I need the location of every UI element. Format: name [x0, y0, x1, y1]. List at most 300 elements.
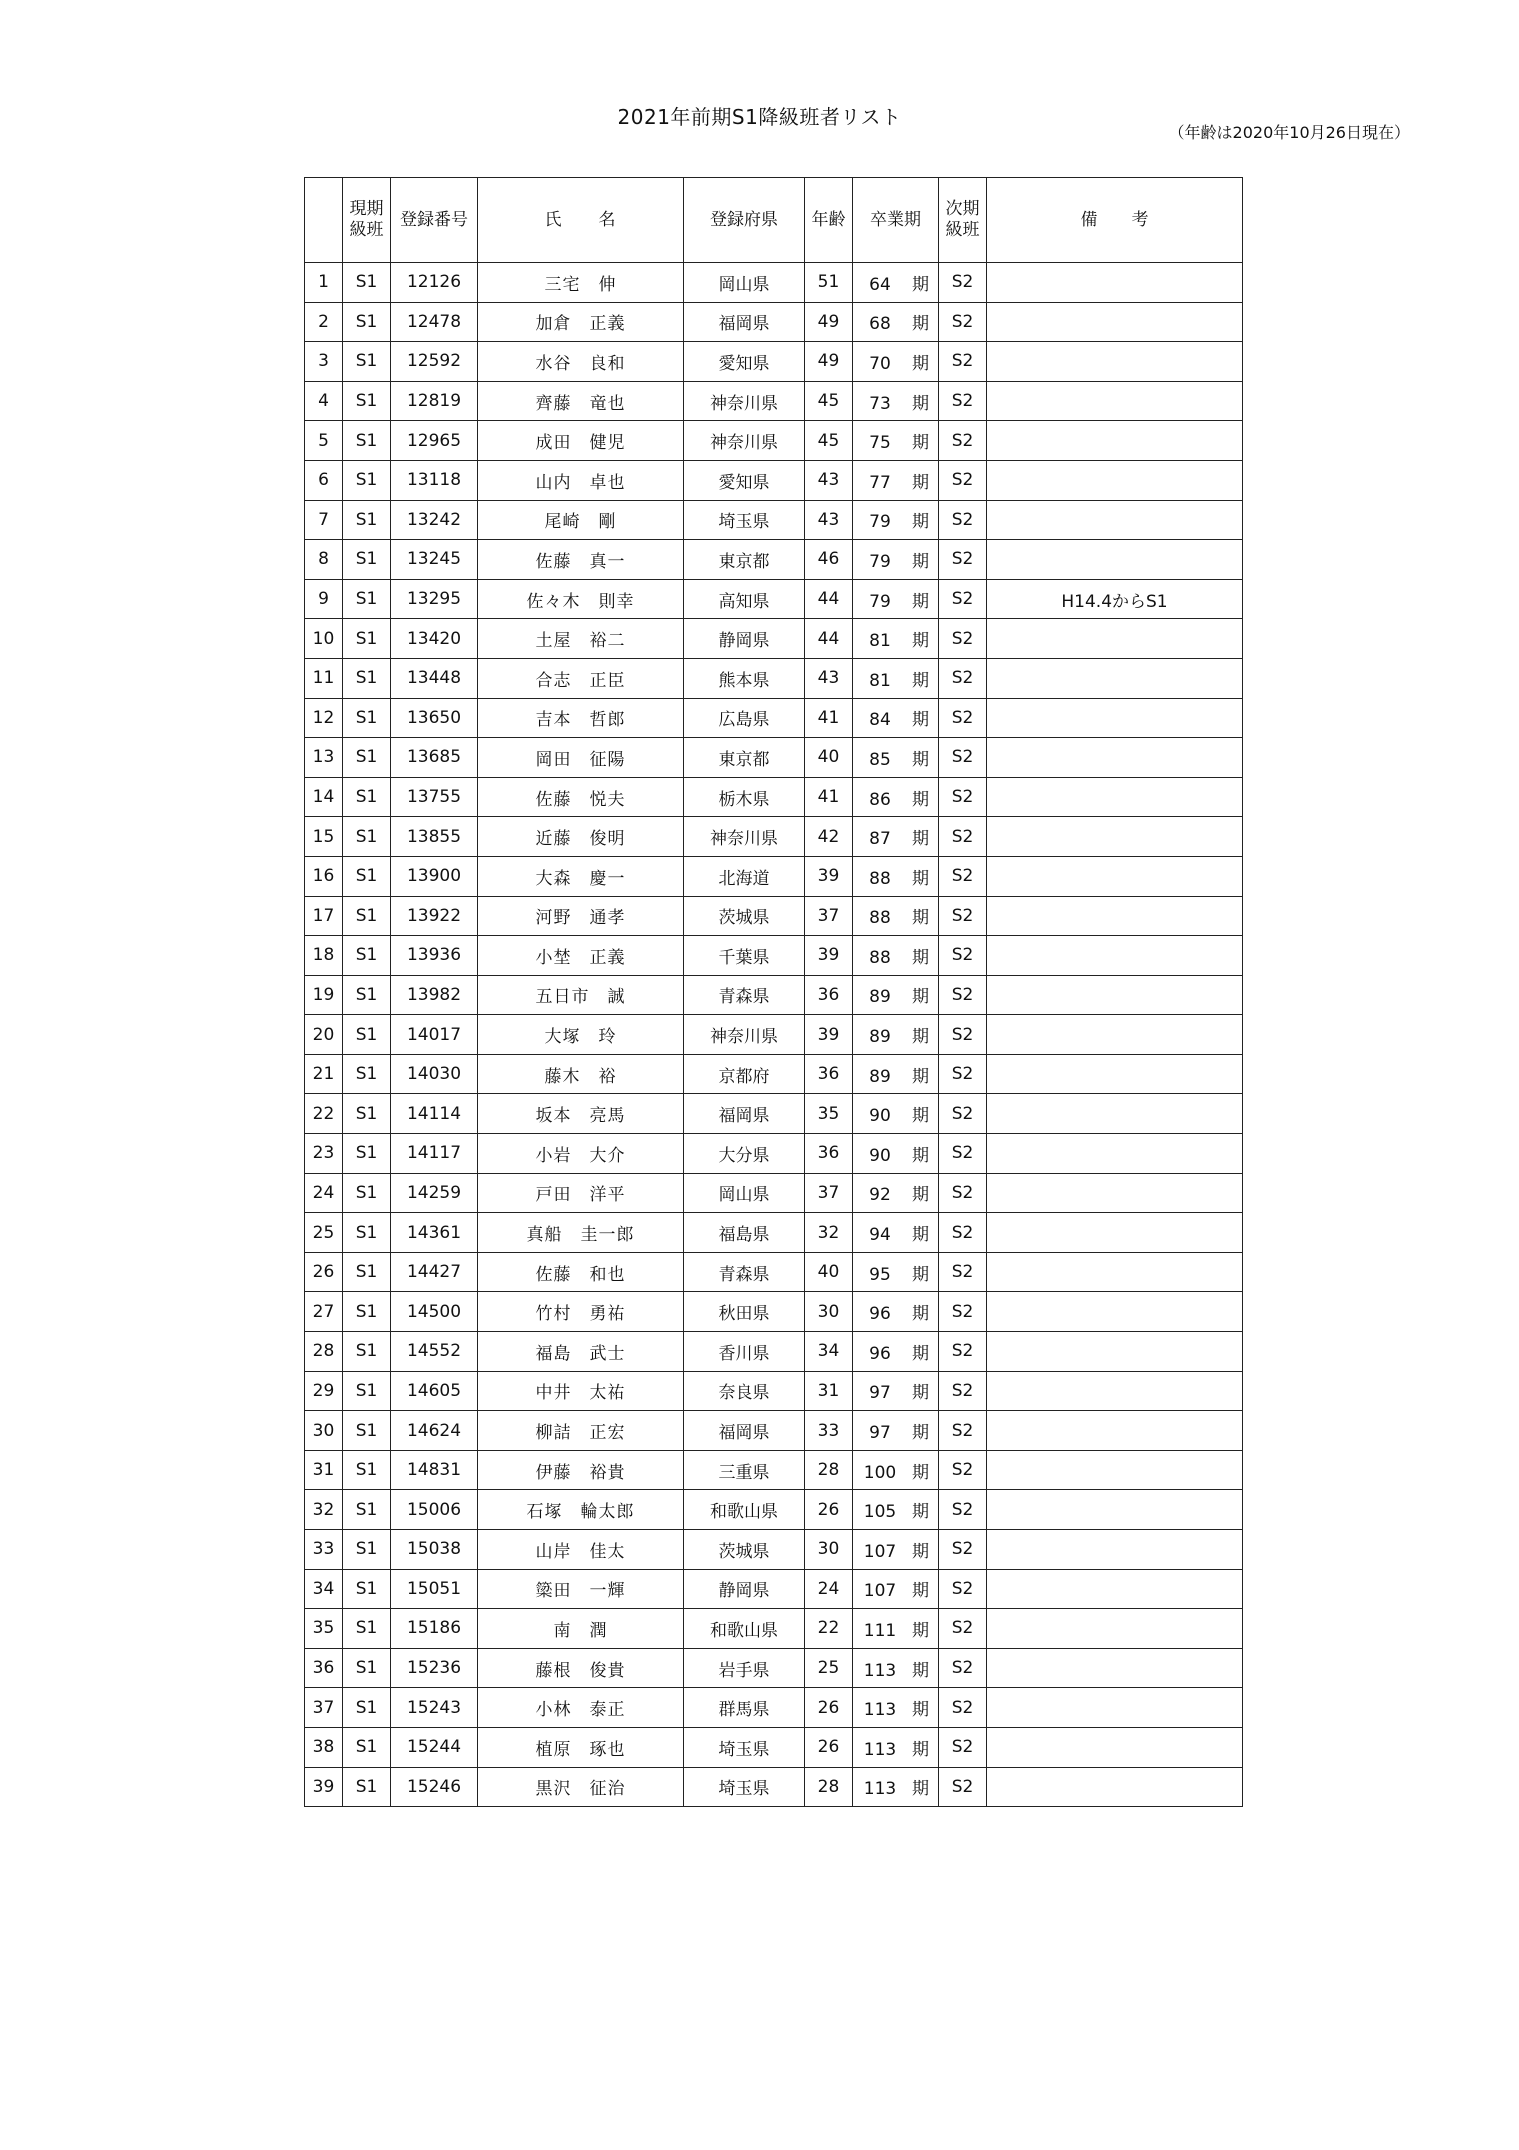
age-cell: 36	[805, 1054, 853, 1094]
age-cell: 37	[805, 896, 853, 936]
registration-number-cell: 13118	[391, 460, 478, 500]
graduation-period-cell	[853, 1094, 939, 1134]
prefecture-cell: 福岡県	[684, 1094, 805, 1134]
table-row	[305, 1173, 1243, 1213]
name-cell: 中井 太祐	[478, 1371, 684, 1411]
table-row	[305, 302, 1243, 342]
graduation-period-cell	[853, 1054, 939, 1094]
current-class-cell: S1	[343, 1332, 391, 1372]
current-class-cell: S1	[343, 698, 391, 738]
next-class-cell: S2	[939, 460, 987, 500]
prefecture-cell: 岡山県	[684, 263, 805, 303]
name-cell: 齊藤 竜也	[478, 381, 684, 421]
age-cell: 26	[805, 1490, 853, 1530]
table-row	[305, 856, 1243, 896]
table-row	[305, 1569, 1243, 1609]
current-class-cell: S1	[343, 1450, 391, 1490]
graduation-period-cell	[853, 975, 939, 1015]
header-row-number	[305, 178, 343, 263]
age-cell: 46	[805, 540, 853, 580]
name-cell: 坂本 亮馬	[478, 1094, 684, 1134]
graduation-period-unit: 期	[912, 1304, 929, 1325]
remarks-cell	[987, 1411, 1243, 1451]
graduation-period	[862, 270, 929, 295]
graduation-period-cell	[853, 1411, 939, 1451]
prefecture-cell: 埼玉県	[684, 1767, 805, 1807]
table-row	[305, 421, 1243, 461]
name-cell: 三宅 伸	[478, 263, 684, 303]
graduation-period-number: 81	[869, 631, 891, 652]
graduation-period-unit: 期	[912, 1066, 929, 1087]
age-cell: 32	[805, 1213, 853, 1253]
next-class-cell: S2	[939, 302, 987, 342]
current-class-cell: S1	[343, 1173, 391, 1213]
registration-number-cell: 13245	[391, 540, 478, 580]
next-class-cell: S2	[939, 1767, 987, 1807]
row-number-cell: 33	[305, 1530, 343, 1570]
table-row	[305, 1213, 1243, 1253]
next-class-cell: S2	[939, 1727, 987, 1767]
next-class-cell: S2	[939, 1292, 987, 1332]
row-number-cell: 7	[305, 500, 343, 540]
table-row	[305, 1411, 1243, 1451]
graduation-period	[862, 1101, 929, 1126]
graduation-period-unit: 期	[912, 1383, 929, 1404]
graduation-period-unit: 期	[912, 472, 929, 493]
graduation-period	[862, 903, 929, 928]
table-body	[305, 263, 1243, 1807]
row-number-cell: 36	[305, 1648, 343, 1688]
name-cell: 藤木 裕	[478, 1054, 684, 1094]
name-cell: 成田 健児	[478, 421, 684, 461]
age-cell: 51	[805, 263, 853, 303]
graduation-period-unit: 期	[912, 670, 929, 691]
graduation-period-number: 105	[863, 1502, 897, 1523]
name-cell: 南 潤	[478, 1609, 684, 1649]
table-row	[305, 975, 1243, 1015]
graduation-period-number: 97	[869, 1423, 891, 1444]
row-number-cell: 1	[305, 263, 343, 303]
graduation-period-unit: 期	[912, 947, 929, 968]
graduation-period-number: 107	[863, 1581, 897, 1602]
header-remarks: 備 考	[987, 178, 1243, 263]
remarks-cell	[987, 1213, 1243, 1253]
age-cell: 30	[805, 1292, 853, 1332]
table-row	[305, 1371, 1243, 1411]
prefecture-cell: 青森県	[684, 975, 805, 1015]
prefecture-cell: 静岡県	[684, 1569, 805, 1609]
current-class-cell: S1	[343, 540, 391, 580]
graduation-period-number: 68	[869, 314, 891, 335]
prefecture-cell: 埼玉県	[684, 500, 805, 540]
table-row	[305, 1450, 1243, 1490]
graduation-period-unit: 期	[912, 1106, 929, 1127]
graduation-period	[862, 666, 929, 691]
graduation-period	[862, 1537, 929, 1562]
next-class-cell: S2	[939, 540, 987, 580]
graduation-period	[862, 1022, 929, 1047]
name-cell: 戸田 洋平	[478, 1173, 684, 1213]
prefecture-cell: 高知県	[684, 579, 805, 619]
graduation-period-number: 64	[869, 274, 891, 295]
row-number-cell: 9	[305, 579, 343, 619]
registration-number-cell: 13982	[391, 975, 478, 1015]
row-number-cell: 24	[305, 1173, 343, 1213]
graduation-period-number: 86	[869, 789, 891, 810]
row-number-cell: 20	[305, 1015, 343, 1055]
next-class-cell: S2	[939, 381, 987, 421]
next-class-cell: S2	[939, 1134, 987, 1174]
age-cell: 36	[805, 975, 853, 1015]
remarks-cell	[987, 500, 1243, 540]
graduation-period-unit: 期	[912, 908, 929, 929]
graduation-period-cell	[853, 698, 939, 738]
table-row	[305, 698, 1243, 738]
prefecture-cell: 神奈川県	[684, 817, 805, 857]
next-class-cell: S2	[939, 263, 987, 303]
graduation-period	[862, 587, 929, 612]
age-cell: 35	[805, 1094, 853, 1134]
graduation-period-cell	[853, 856, 939, 896]
name-cell: 小岩 大介	[478, 1134, 684, 1174]
age-cell: 40	[805, 738, 853, 778]
next-class-cell: S2	[939, 579, 987, 619]
current-class-cell: S1	[343, 1213, 391, 1253]
remarks-cell	[987, 302, 1243, 342]
graduation-period-unit: 期	[912, 829, 929, 850]
remarks-cell	[987, 1450, 1243, 1490]
next-class-cell: S2	[939, 1252, 987, 1292]
registration-number-cell: 15236	[391, 1648, 478, 1688]
name-cell: 佐藤 和也	[478, 1252, 684, 1292]
graduation-period-number: 88	[869, 868, 891, 889]
remarks-cell	[987, 1292, 1243, 1332]
current-class-cell: S1	[343, 1094, 391, 1134]
header-age: 年齢	[805, 178, 853, 263]
graduation-period-unit: 期	[912, 353, 929, 374]
name-cell: 尾崎 剛	[478, 500, 684, 540]
next-class-cell: S2	[939, 1094, 987, 1134]
graduation-period-cell	[853, 460, 939, 500]
graduation-period-number: 97	[869, 1383, 891, 1404]
age-cell: 30	[805, 1530, 853, 1570]
graduation-period-unit: 期	[912, 1581, 929, 1602]
prefecture-cell: 神奈川県	[684, 1015, 805, 1055]
age-cell: 44	[805, 579, 853, 619]
graduation-period-cell	[853, 1252, 939, 1292]
remarks-cell	[987, 1332, 1243, 1372]
header-next-class: 次期級班	[939, 178, 987, 263]
registration-number-cell: 15244	[391, 1727, 478, 1767]
graduation-period	[862, 1180, 929, 1205]
graduation-period	[862, 824, 929, 849]
graduation-period	[862, 705, 929, 730]
graduation-period-number: 85	[869, 749, 891, 770]
current-class-cell: S1	[343, 619, 391, 659]
table-row	[305, 777, 1243, 817]
graduation-period-cell	[853, 421, 939, 461]
table-row	[305, 1727, 1243, 1767]
age-cell: 41	[805, 698, 853, 738]
name-cell: 山岸 佳太	[478, 1530, 684, 1570]
current-class-cell: S1	[343, 263, 391, 303]
name-cell: 土屋 裕二	[478, 619, 684, 659]
graduation-period-unit: 期	[912, 710, 929, 731]
graduation-period-cell	[853, 1134, 939, 1174]
registration-number-cell: 13242	[391, 500, 478, 540]
graduation-period-number: 79	[869, 551, 891, 572]
graduation-period	[862, 349, 929, 374]
graduation-period-number: 89	[869, 1066, 891, 1087]
graduation-period-unit: 期	[912, 274, 929, 295]
remarks-cell: H14.4からS1	[987, 579, 1243, 619]
graduation-period-unit: 期	[912, 1700, 929, 1721]
age-cell: 45	[805, 421, 853, 461]
row-number-cell: 18	[305, 936, 343, 976]
row-number-cell: 29	[305, 1371, 343, 1411]
age-cell: 28	[805, 1450, 853, 1490]
remarks-cell	[987, 777, 1243, 817]
registration-number-cell: 14831	[391, 1450, 478, 1490]
name-cell: 岡田 征陽	[478, 738, 684, 778]
graduation-period-unit: 期	[912, 1027, 929, 1048]
table-row	[305, 1767, 1243, 1807]
prefecture-cell: 東京都	[684, 738, 805, 778]
graduation-period-cell	[853, 1173, 939, 1213]
name-cell: 河野 通孝	[478, 896, 684, 936]
current-class-cell: S1	[343, 1490, 391, 1530]
age-cell: 49	[805, 342, 853, 382]
age-cell: 44	[805, 619, 853, 659]
prefecture-cell: 青森県	[684, 1252, 805, 1292]
remarks-cell	[987, 975, 1243, 1015]
registration-number-cell: 13900	[391, 856, 478, 896]
graduation-period-number: 113	[863, 1660, 897, 1681]
prefecture-cell: 岡山県	[684, 1173, 805, 1213]
row-number-cell: 39	[305, 1767, 343, 1807]
graduation-period-unit: 期	[912, 393, 929, 414]
name-cell: 竹村 勇祐	[478, 1292, 684, 1332]
next-class-cell: S2	[939, 1411, 987, 1451]
registration-number-cell: 14030	[391, 1054, 478, 1094]
remarks-cell	[987, 1609, 1243, 1649]
next-class-cell: S2	[939, 500, 987, 540]
row-number-cell: 15	[305, 817, 343, 857]
table-row	[305, 1054, 1243, 1094]
graduation-period-unit: 期	[912, 749, 929, 770]
graduation-period-number: 90	[869, 1106, 891, 1127]
graduation-period-unit: 期	[912, 987, 929, 1008]
graduation-period-cell	[853, 738, 939, 778]
age-cell: 43	[805, 460, 853, 500]
registration-number-cell: 14552	[391, 1332, 478, 1372]
graduation-period	[862, 389, 929, 414]
current-class-cell: S1	[343, 658, 391, 698]
graduation-period-unit: 期	[912, 1779, 929, 1800]
row-number-cell: 25	[305, 1213, 343, 1253]
graduation-period-number: 113	[863, 1739, 897, 1760]
table-row	[305, 342, 1243, 382]
current-class-cell: S1	[343, 500, 391, 540]
row-number-cell: 26	[305, 1252, 343, 1292]
table-row	[305, 1490, 1243, 1530]
remarks-cell	[987, 658, 1243, 698]
page-title: 2021年前期S1降級班者リスト	[617, 105, 902, 129]
next-class-cell: S2	[939, 817, 987, 857]
current-class-cell: S1	[343, 381, 391, 421]
age-cell: 45	[805, 381, 853, 421]
graduation-period	[862, 507, 929, 532]
name-cell: 小林 泰正	[478, 1688, 684, 1728]
current-class-cell: S1	[343, 936, 391, 976]
prefecture-cell: 栃木県	[684, 777, 805, 817]
prefecture-cell: 福岡県	[684, 1411, 805, 1451]
next-class-cell: S2	[939, 1609, 987, 1649]
registration-number-cell: 14117	[391, 1134, 478, 1174]
current-class-cell: S1	[343, 1252, 391, 1292]
current-class-cell: S1	[343, 460, 391, 500]
prefecture-cell: 愛知県	[684, 342, 805, 382]
next-class-cell: S2	[939, 777, 987, 817]
prefecture-cell: 熊本県	[684, 658, 805, 698]
current-class-cell: S1	[343, 1727, 391, 1767]
graduation-period-number: 73	[869, 393, 891, 414]
graduation-period-unit: 期	[912, 1343, 929, 1364]
current-class-cell: S1	[343, 1530, 391, 1570]
current-class-cell: S1	[343, 1688, 391, 1728]
graduation-period-cell	[853, 1648, 939, 1688]
graduation-period	[862, 1695, 929, 1720]
registration-number-cell: 14114	[391, 1094, 478, 1134]
name-cell: 山内 卓也	[478, 460, 684, 500]
age-reference-note: （年齢は2020年10月26日現在）	[1168, 123, 1410, 142]
remarks-cell	[987, 1490, 1243, 1530]
registration-number-cell: 12592	[391, 342, 478, 382]
graduation-period-unit: 期	[912, 1423, 929, 1444]
prefecture-cell: 和歌山県	[684, 1490, 805, 1530]
row-number-cell: 32	[305, 1490, 343, 1530]
age-cell: 39	[805, 1015, 853, 1055]
graduation-period-cell	[853, 1767, 939, 1807]
graduation-period	[862, 626, 929, 651]
remarks-cell	[987, 817, 1243, 857]
table-row	[305, 738, 1243, 778]
demotion-list-table	[304, 177, 1243, 1807]
remarks-cell	[987, 1688, 1243, 1728]
graduation-period-cell	[853, 1609, 939, 1649]
graduation-period	[862, 1735, 929, 1760]
graduation-period-unit: 期	[912, 1145, 929, 1166]
graduation-period-cell	[853, 619, 939, 659]
header-registration-number: 登録番号	[391, 178, 478, 263]
graduation-period	[862, 1299, 929, 1324]
prefecture-cell: 東京都	[684, 540, 805, 580]
registration-number-cell: 12126	[391, 263, 478, 303]
name-cell: 佐藤 悦夫	[478, 777, 684, 817]
age-cell: 41	[805, 777, 853, 817]
header-prefecture: 登録府県	[684, 178, 805, 263]
graduation-period-unit: 期	[912, 789, 929, 810]
current-class-cell: S1	[343, 1767, 391, 1807]
table-row	[305, 817, 1243, 857]
graduation-period-number: 79	[869, 512, 891, 533]
registration-number-cell: 14605	[391, 1371, 478, 1411]
registration-number-cell: 14259	[391, 1173, 478, 1213]
graduation-period-unit: 期	[912, 1620, 929, 1641]
prefecture-cell: 福岡県	[684, 302, 805, 342]
graduation-period-cell	[853, 936, 939, 976]
registration-number-cell: 15246	[391, 1767, 478, 1807]
next-class-cell: S2	[939, 1450, 987, 1490]
row-number-cell: 17	[305, 896, 343, 936]
registration-number-cell: 13922	[391, 896, 478, 936]
row-number-cell: 22	[305, 1094, 343, 1134]
current-class-cell: S1	[343, 1134, 391, 1174]
next-class-cell: S2	[939, 342, 987, 382]
current-class-cell: S1	[343, 896, 391, 936]
table-row	[305, 540, 1243, 580]
next-class-cell: S2	[939, 975, 987, 1015]
current-class-cell: S1	[343, 342, 391, 382]
next-class-cell: S2	[939, 738, 987, 778]
current-class-cell: S1	[343, 1411, 391, 1451]
age-cell: 39	[805, 856, 853, 896]
graduation-period-number: 111	[863, 1620, 897, 1641]
graduation-period-cell	[853, 579, 939, 619]
name-cell: 大塚 玲	[478, 1015, 684, 1055]
prefecture-cell: 香川県	[684, 1332, 805, 1372]
graduation-period-cell	[853, 381, 939, 421]
next-class-cell: S2	[939, 1332, 987, 1372]
remarks-cell	[987, 1173, 1243, 1213]
graduation-period-cell	[853, 1450, 939, 1490]
registration-number-cell: 12478	[391, 302, 478, 342]
remarks-cell	[987, 738, 1243, 778]
graduation-period-unit: 期	[912, 1541, 929, 1562]
current-class-cell: S1	[343, 1292, 391, 1332]
next-class-cell: S2	[939, 1213, 987, 1253]
graduation-period-number: 81	[869, 670, 891, 691]
next-class-cell: S2	[939, 896, 987, 936]
next-class-cell: S2	[939, 1015, 987, 1055]
prefecture-cell: 神奈川県	[684, 421, 805, 461]
graduation-period-cell	[853, 1015, 939, 1055]
graduation-period	[862, 982, 929, 1007]
registration-number-cell: 15051	[391, 1569, 478, 1609]
table-row	[305, 500, 1243, 540]
age-cell: 34	[805, 1332, 853, 1372]
graduation-period-cell	[853, 342, 939, 382]
remarks-cell	[987, 381, 1243, 421]
registration-number-cell: 13295	[391, 579, 478, 619]
row-number-cell: 27	[305, 1292, 343, 1332]
remarks-cell	[987, 263, 1243, 303]
prefecture-cell: 茨城県	[684, 1530, 805, 1570]
next-class-cell: S2	[939, 936, 987, 976]
prefecture-cell: 和歌山県	[684, 1609, 805, 1649]
graduation-period-number: 88	[869, 908, 891, 929]
remarks-cell	[987, 1767, 1243, 1807]
name-cell: 簗田 一輝	[478, 1569, 684, 1609]
remarks-cell	[987, 421, 1243, 461]
row-number-cell: 21	[305, 1054, 343, 1094]
graduation-period-number: 88	[869, 947, 891, 968]
table-header	[305, 178, 1243, 263]
remarks-cell	[987, 619, 1243, 659]
graduation-period	[862, 1260, 929, 1285]
graduation-period-unit: 期	[912, 314, 929, 335]
graduation-period-cell	[853, 658, 939, 698]
